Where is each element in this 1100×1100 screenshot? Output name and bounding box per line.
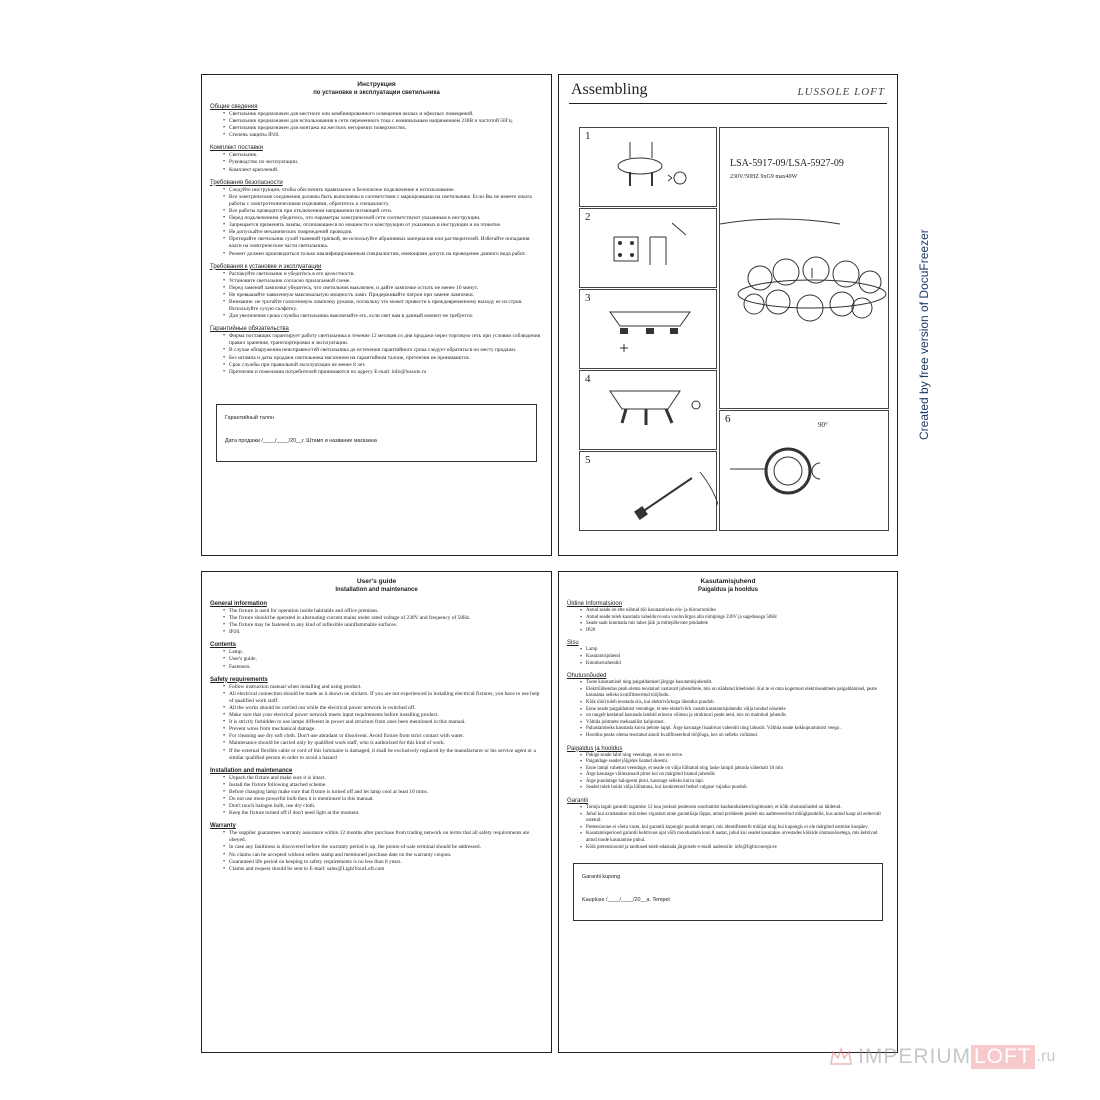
step-number: 4 (585, 373, 591, 385)
screwdriver-icon (580, 452, 718, 532)
logo-text-loft: LOFT (971, 1045, 1035, 1069)
list-item: • No claims can be accepted without sellers stamp and mentioned purchase date on the warranty coupon. (223, 852, 543, 859)
estonian-guide-page (558, 571, 898, 1053)
list-item: • Все электрические соединения должны быть выполнены в соответствии с маркировками на светильнике. Если Вы не имеете опыта работы с электротехническими изделиями, обратитесь к специалисту. (223, 194, 543, 208)
section (210, 325, 543, 376)
list-item: • IP20 (580, 628, 889, 635)
imperiumloft-logo (828, 1037, 1055, 1077)
section (567, 745, 889, 793)
list-item: • IP20. (223, 629, 543, 636)
et-subtitle: Paigaldus ja hooldus (697, 587, 758, 593)
bullet-list (567, 753, 889, 793)
list-item: • Светильник предназначен для монтажа на жестких негорючих поверхностях. (223, 125, 543, 132)
list-item: • All electrical connection should be made as it shown on stickers. If you are not experienced in installing electrical fixtures, you have to use help of qualified work staff. (223, 691, 543, 705)
section-heading: Garantii (567, 798, 589, 805)
section-heading: Требования к установке и эксплуатации (210, 263, 322, 270)
en-title: User's guide (356, 578, 397, 585)
list-item: • Претензии и пожелания потребителей принимаются по адресу E-mail: info@lussole.ru (223, 369, 543, 376)
list-item: • Lamp. (223, 649, 543, 656)
list-item: • Руководство по эксплуатации. (223, 159, 543, 166)
et-coupon-title: Garantii kupong (582, 874, 621, 881)
list-item: • Maintenance should be carried only by qualified work staff, who is authorized for this kind of work. (223, 740, 543, 747)
assembling-page (558, 74, 898, 556)
section (210, 767, 543, 818)
english-guide-page (201, 571, 552, 1053)
list-item: • Pakige seade lahti ning veenduge, et see on terve. (580, 753, 889, 760)
list-item: • Juhul kui avastatakse mis tahes vigastust enne garantiiaja lõppu, antud probleem pealeb ma aadresseeritud müügipunktile, kus antud kaup oli eelnevalt ostetud. (580, 812, 889, 825)
list-item: • It is strictly forbidden to use lamps different in power and structure from ones been mentioned in this manual. (223, 719, 543, 726)
bullet-list (210, 187, 543, 258)
list-item: • Install the fixture following attached scheme. (223, 782, 543, 789)
list-item: • Все работы проводятся при отключенном напряжении питающей сети. (223, 208, 543, 215)
list-item: • Срок службы при правильной эксплуатации не менее 8 лет. (223, 362, 543, 369)
list-item: • Светильник предназначен для местного или комбинированного освещения жилых и офисных помещений. (223, 111, 543, 118)
section (567, 600, 889, 634)
logo-text-domain: .ru (1036, 1048, 1056, 1065)
en-subtitle: Installation and maintenance (335, 587, 418, 593)
list-item: • Puhastamiseks kasutada kuiva pehme lappi. Ärge kasutage lisaabivat vahendit ning lahustit. Vältida seade kokkupuutumist veega . (580, 726, 889, 733)
list-item: • Степень защиты IP20. (223, 132, 543, 139)
et-doc (559, 572, 897, 921)
section (210, 144, 543, 173)
list-item: • If the external flexible cable or cord of this luminaire is damaged, it shall be exclusively replaced by the manufacturer or his service agent or a similar qualified person in order to avoid a hazard (223, 748, 543, 762)
list-item: • Before changing lamp make sure that fixture is turned off and let lamp cool at least 10 mins. (223, 789, 543, 796)
bullet-list (210, 152, 543, 173)
list-item: • Светильник предназначен для использования в сети переменного тока с номинальным напряжением 230В и частотой 50Гц. (223, 118, 543, 125)
section-heading: Paigaldus ja hooldus (567, 745, 623, 752)
section-heading: Комплект поставки (210, 145, 263, 152)
divider (569, 103, 887, 104)
et-sections (567, 600, 889, 851)
section-heading: Гарантийные обязательства (210, 326, 289, 333)
list-item: • Keep the fixture turned off if don't need light at the moment. (223, 810, 543, 817)
list-item: • Запрещается применять лампы, отличающиеся по мощности и конструкции от указанных в инструкции и на этикетке. (223, 222, 543, 229)
list-item: • Paigaldage seadet jõlgides lisatud skeemi. (580, 759, 889, 766)
step-5 (579, 451, 717, 531)
section (210, 103, 543, 139)
section-heading: Требования безопасности (210, 179, 283, 186)
list-item: • Seade saab kinnitada mis tahes jäik ja mittepõlevate pindadele (580, 621, 889, 628)
bullet-list (210, 271, 543, 321)
step-number: 5 (585, 454, 591, 466)
list-item: • Don't touch halogen bulb, use dry cloth. (223, 803, 543, 810)
list-item: • All the works should be carried out while the electrical power network is switched off. (223, 705, 543, 712)
section (210, 676, 543, 762)
section-heading: Общие сведения (210, 104, 258, 110)
step-3 (579, 289, 717, 369)
list-item: • Kõik tööd tuleb teostada siis, kui elektrivõrkuga ühendus puudub. (580, 700, 889, 707)
en-sections (210, 600, 543, 873)
list-item: • Claims and request should be sent to E-mail: sales@LightYourLoft.com (223, 866, 543, 873)
section (210, 600, 543, 636)
list-item: • Kõik pretensioonid ja taotlused tuleb edastada järgnisele e-maili aadressile: info@lightconcept.ee (580, 845, 889, 852)
list-item: • on rangelt keelatud kasutada lambid erineva võimsu ja struktuuri peale neid, mis on mainitud juhendis (580, 713, 889, 720)
ru-sections (210, 103, 543, 376)
section-heading: General information (210, 601, 268, 607)
section (567, 797, 889, 851)
list-item: • Фирма поставщик гарантирует работу светильника в течение 12 месяцев со дня продажи через торговую сеть при условии соблюдения правил хранения, транспортировки и эксплуатации. (223, 333, 543, 347)
section (210, 179, 543, 258)
list-item: • Enne lampi vahetust veenduge, et seade on välja lülitatud ning laske lampil jahtuda vähemalt 10 min (580, 766, 889, 773)
list-item: • Kasutamisjuhend (580, 654, 889, 661)
list-item: • The fixture may be fastened to any kind of inflexible uninflammable surfaces. (223, 622, 543, 629)
list-item: • Lamp (580, 647, 889, 654)
bullet-list (567, 805, 889, 851)
list-item: • Ärge kasutage võimsamaid pirne kui on märgitud lisatud juhendis (580, 772, 889, 779)
step-6 (719, 410, 889, 531)
list-item: • Pretensioone ei võeta vastu, kui garantii kupongis puudub tempel, mis identifitseerib müüjat ning kui kupongis ei ole märgitud ostmise kuupäev. (580, 825, 889, 832)
list-item: • Следуйте инструкции, чтобы обеспечить правильное и безопасное подключение и использование. (223, 187, 543, 194)
list-item: • Guaranteed life period on keeping to safety requirements is no less than 8 years. (223, 859, 543, 866)
ru-title: Инструкция (357, 81, 396, 88)
list-item: • Prevent wires from mechanical damage. (223, 726, 543, 733)
list-item: • The fixture is used for operation inside habitable and office premises. (223, 608, 543, 615)
section (567, 672, 889, 739)
bulb-holders-icon (580, 290, 718, 370)
section (567, 639, 889, 667)
list-item: • Установите светильник согласно прилагаемой схеме. (223, 278, 543, 285)
model-number: LSA-5917-09/LSA-5927-09 (730, 158, 844, 169)
list-item: • Hooldus peaks olema teostatud ainult kvalifitseeritud tööjõuga, kes on selleks volitatud. (580, 733, 889, 740)
bullet-list (210, 608, 543, 636)
list-item: • Протирайте светильник сухой тканевой тряпкой, не используйте абразивных материалов или растворителей. Избегайте попадания влаги на электрические части светильника. (223, 236, 543, 250)
bullet-list (210, 830, 543, 873)
list-item: • Tarnija tagab garantii tagamise 12 kuu jooksul pealeostu sooritamist kaubandusketts/ingimustel, et kõik ohutusnõuded on täidetud. (580, 805, 889, 812)
section-heading: Üldine Informatsioon (567, 601, 623, 607)
product-overview (719, 127, 889, 409)
list-item: • Vältida juhtmete mehaanilist kahjustust. (580, 720, 889, 727)
section-heading: Contents (210, 642, 236, 649)
list-item: • Не превышайте заявленную максимальную мощность ламп. Придерживайте патрон при замене лампочки. (223, 292, 543, 299)
list-item: • Перед подключением убедитесь, что параметры электрической сети соответствуют указанным в инструкции. (223, 215, 543, 222)
list-item: • User's guide. (223, 656, 543, 663)
bullet-list (210, 684, 543, 762)
list-item: • Перед заменой лампочки убедитесь, что светильник выключен, и дайте лампочке остыть не менее 10 минут. (223, 285, 543, 292)
bullet-list (567, 608, 889, 634)
russian-instruction-page (201, 74, 552, 556)
list-item: • Do not use more powerful bulb then it is mentioned in this manual. (223, 796, 543, 803)
wiring-icon (580, 209, 718, 289)
list-item: • Fasteners. (223, 664, 543, 671)
step-number: 1 (585, 130, 591, 142)
list-item: • Seadet tuleb hoida välja lülitatuna, kui konkreetsel hetkel valguse vajadus puudub. (580, 785, 889, 792)
mounting-plate-icon (580, 128, 718, 208)
step-number: 2 (585, 211, 591, 223)
rotate-shade-icon (720, 411, 890, 532)
section-heading: Ohutusnõuded (567, 673, 607, 680)
bullet-list (210, 649, 543, 670)
en-doc (202, 572, 551, 873)
list-item: • Kasutamisperiood garantii kehtivuse ajal võib moodustada kuni 8 aastat, juhul kui seadet kasutakse arvestades kõikide ohutusnõuetega, mis kehtivad antud toode kasutamise puhul. (580, 831, 889, 844)
electrical-spec: 230V/50HZ 9xG9 max40W (730, 174, 798, 180)
list-item: • В случае обнаружения неисправностей светильника до истечения гарантийного срока следует обратиться по месту продажи. (223, 347, 543, 354)
list-item: • For cleaning use dry soft cloth. Don't use abradant or dissolvent. Avoid fixture from strict contact with water. (223, 733, 543, 740)
list-item: • Внимание: не трогайте галогеновую лампочку руками, поскольку это может привести к преждевременному выходу ее из строя. Используйте сухую салфетку. (223, 299, 543, 313)
bullet-list (210, 111, 543, 139)
bullet-list (567, 647, 889, 667)
list-item: • Распакуйте светильник и убедитесь в его целостности. (223, 271, 543, 278)
step-1 (579, 127, 717, 207)
ru-warranty-coupon (216, 404, 537, 462)
section-heading: Safety requirements (210, 676, 268, 683)
list-item: • Make sure that your electrical power network meets input requirements before installing product. (223, 712, 543, 719)
ru-doc (202, 75, 551, 462)
section (210, 641, 543, 670)
bullet-list (210, 775, 543, 818)
docufreezer-watermark: Created by free version of DocuFreezer (917, 229, 931, 440)
lamp-sockets-icon (580, 371, 718, 451)
list-item: • Unpack the fixture and make sure it is intact. (223, 775, 543, 782)
list-item: • Follow instruction manual when installing and using product. (223, 684, 543, 691)
list-item: • Ärge puudutage halogeeni pirni, kasutage selleks kuiva lapi. (580, 779, 889, 786)
step-number: 6 (725, 413, 731, 425)
list-item: • Antud seade tuleb kasutada vahelduvvoolu vooluvõrgus alla nimipinge 230V ja sagedusega 50Hz (580, 615, 889, 622)
list-item: • Без штампа и даты продажи светильника магазином на гарантийном талоне, претензии не принимаются. (223, 355, 543, 362)
list-item: • Toote kasutamisel ning paigaldamisel järgige kasutamisjuhendit. (580, 680, 889, 687)
rotation-angle: 90° (818, 421, 828, 429)
bullet-list (210, 333, 543, 376)
list-item: • Светильник. (223, 152, 543, 159)
list-item: • Kinnitusvahendid (580, 661, 889, 668)
crown-icon (828, 1044, 854, 1070)
list-item: • Для увеличения срока службы светильника выключайте его, если свет вам в данный момент не требуется. (223, 313, 543, 320)
section-heading: Warranty (210, 823, 236, 830)
section-heading: Sisu (567, 640, 579, 647)
ru-coupon-line: Дата продажи /____/____/20__г. Штамп и название магазина (225, 437, 377, 444)
list-item: • The supplier guarantees warranty assurance within 12 months after purchase from trading network on terms that all safety requirements are obeyed. (223, 830, 543, 844)
list-item: • Elektrilühendus peab olema teostatud vastavalt juhenditele, mis on näidatud kleebistel. Kui te ei oma kogemust elektriseadmete paigaldamisel, peate kasutama selleks kvalifitseeritud tööjõudu. (580, 687, 889, 700)
list-item: • The fixture should be operated in alternating-current mains under rated voltage of 230V and frequency of 50Hz. (223, 615, 543, 622)
step-number: 3 (585, 292, 591, 304)
et-coupon-line: Kaupluse /____/____/20__a. Tempel (582, 897, 670, 904)
step-4 (579, 370, 717, 450)
step-2 (579, 208, 717, 288)
et-title: Kasutamisjuhend (700, 578, 756, 585)
list-item: • Antud seade on ette nähtud töö kasutamiseks elu- ja büroorumides (580, 608, 889, 615)
brand-logo: LUSSOLE LOFT (797, 86, 885, 98)
logo-text-imperium: IMPERIUM (858, 1045, 971, 1068)
list-item: • Enne seade paigaldamist veenduge, et teie elektrivõrk vastab kasutamisjuhendis välja toodud nõuetele (580, 707, 889, 714)
et-warranty-coupon (573, 863, 883, 921)
ru-coupon-title: Гарантийный талон (225, 414, 275, 421)
list-item: • Не допускайте механических повреждений проводов. (223, 229, 543, 236)
list-item: • Комплект креплений. (223, 167, 543, 174)
list-item: • In case any faultiness is discovered before the warranty period is up, the points-of-sale terminal should be addressed. (223, 844, 543, 851)
section (210, 263, 543, 321)
chandelier-illustration-icon (720, 128, 890, 410)
ru-subtitle: по установке и эксплуатации светильника (313, 90, 440, 96)
section-heading: Installation and maintenance (210, 767, 293, 774)
assembling-title: Assembling (571, 81, 648, 98)
bullet-list (567, 680, 889, 739)
list-item: • Ремонт должен производиться только квалифицированным специалистам, имеющими допуск на проведение данного вида работ. (223, 251, 543, 258)
section (210, 822, 543, 873)
